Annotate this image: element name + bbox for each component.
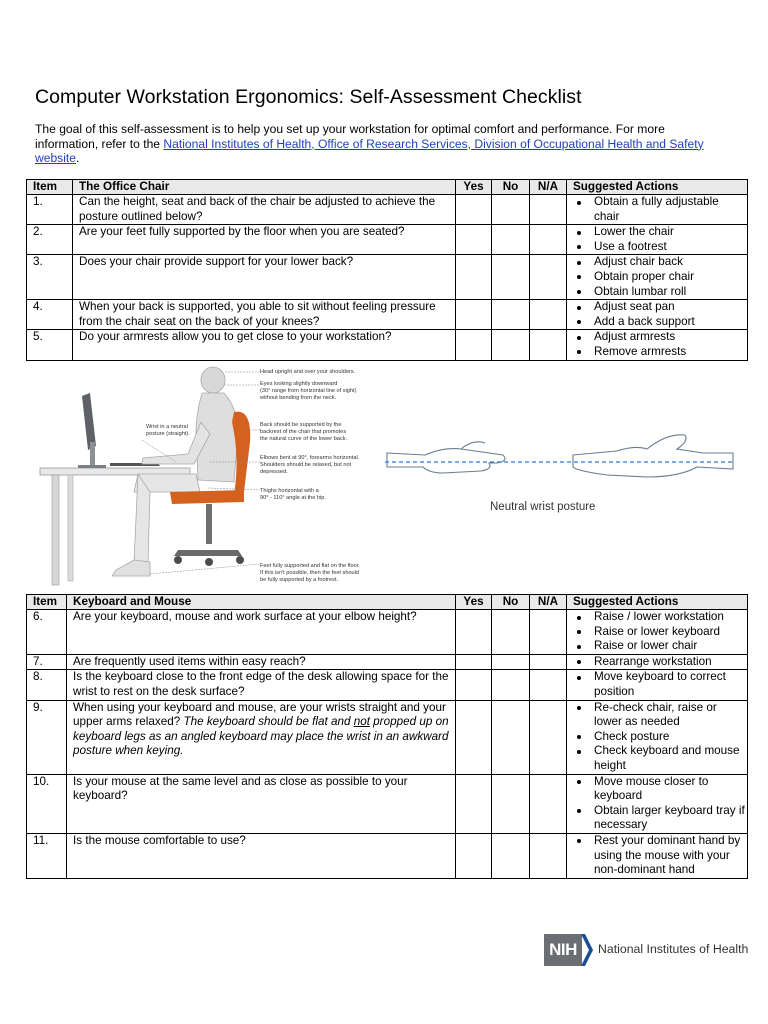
table-row	[27, 225, 748, 255]
item-number: 2.	[27, 225, 73, 255]
right-hand-outline	[573, 435, 733, 477]
suggested-actions	[567, 300, 748, 330]
suggested-actions	[567, 225, 748, 255]
na-checkbox-cell[interactable]	[530, 330, 567, 360]
question: Is the keyboard close to the front edge of the desk allowing space for the wrist to rest on the desk surface?	[67, 670, 456, 700]
question-note: The keyboard should be flat and not propped up on keyboard legs as an angled keyboard may place the wrist in an awkward posture when keying.	[73, 715, 449, 758]
col-suggested-actions: Suggested Actions	[567, 595, 748, 610]
item-number: 7.	[27, 654, 67, 670]
question-text: When using your keyboard and mouse, are your wrists straight and your upper arms relaxed?	[73, 700, 446, 729]
annotation-wrist: Wrist in a neutral posture (straight).	[146, 424, 190, 437]
table-row	[27, 255, 748, 300]
page-title: Computer Workstation Ergonomics: Self-Assessment Checklist	[35, 86, 582, 108]
na-checkbox-cell[interactable]	[530, 300, 567, 330]
col-yes: Yes	[456, 595, 492, 610]
action-item: Lower the chair	[573, 225, 747, 240]
suggested-actions	[567, 255, 748, 300]
action-item: Move mouse closer to keyboard	[573, 775, 747, 804]
question: Are your keyboard, mouse and work surface at your elbow height?	[67, 610, 456, 655]
item-number: 5.	[27, 330, 73, 360]
action-item: Adjust chair back	[573, 255, 747, 270]
yes-checkbox-cell[interactable]	[456, 774, 492, 833]
table-row	[27, 670, 748, 700]
action-item: Raise or lower keyboard	[573, 625, 747, 640]
table-row	[27, 610, 748, 655]
na-checkbox-cell[interactable]	[530, 225, 567, 255]
col-no: No	[492, 595, 530, 610]
question: Does your chair provide support for your lower back?	[73, 255, 456, 300]
question: Are your feet fully supported by the floor when you are seated?	[73, 225, 456, 255]
action-item: Obtain a fully adjustable chair	[573, 195, 747, 224]
item-number: 10.	[27, 774, 67, 833]
na-checkbox-cell[interactable]	[530, 774, 567, 833]
col-yes: Yes	[456, 180, 492, 195]
suggested-actions	[567, 700, 748, 774]
item-number: 3.	[27, 255, 73, 300]
table-row	[27, 833, 748, 878]
yes-checkbox-cell[interactable]	[456, 700, 492, 774]
action-item: Raise / lower workstation	[573, 610, 747, 625]
suggested-actions	[567, 833, 748, 878]
na-checkbox-cell[interactable]	[530, 700, 567, 774]
na-checkbox-cell[interactable]	[530, 833, 567, 878]
no-checkbox-cell[interactable]	[492, 670, 530, 700]
annotation-feet: Feet fully supported and flat on the floor. If this isn't possible, then the feet should be fully supported by a footrest.	[260, 563, 360, 583]
wrist-caption: Neutral wrist posture	[490, 501, 596, 513]
annotation-head: Head upright and over your shoulders.	[260, 369, 356, 375]
na-checkbox-cell[interactable]	[530, 255, 567, 300]
item-number: 9.	[27, 700, 67, 774]
item-number: 11.	[27, 833, 67, 878]
col-suggested-actions: Suggested Actions	[567, 180, 748, 195]
yes-checkbox-cell[interactable]	[456, 195, 492, 225]
yes-checkbox-cell[interactable]	[456, 670, 492, 700]
office-chair-table	[26, 179, 748, 361]
col-keyboard-mouse: Keyboard and Mouse	[67, 595, 456, 610]
col-na: N/A	[530, 180, 567, 195]
col-na: N/A	[530, 595, 567, 610]
left-hand-outline	[387, 442, 505, 473]
annotation-thighs: Thighs horizontal with a 90° - 110° angle at the hip.	[260, 488, 326, 501]
neutral-wrist-figure	[385, 425, 735, 520]
nih-logo-box: NIH	[544, 934, 582, 966]
intro-text: The goal of this self-assessment is to help you set up your workstation for optimal comfort and performance. For more information, refer to the	[35, 122, 665, 151]
no-checkbox-cell[interactable]	[492, 833, 530, 878]
na-checkbox-cell[interactable]	[530, 670, 567, 700]
question	[67, 700, 456, 774]
item-number: 6.	[27, 610, 67, 655]
action-item: Raise or lower chair	[573, 639, 747, 654]
no-checkbox-cell[interactable]	[492, 330, 530, 360]
yes-checkbox-cell[interactable]	[456, 654, 492, 670]
action-item: Use a footrest	[573, 240, 747, 255]
monitor	[78, 393, 106, 468]
yes-checkbox-cell[interactable]	[456, 330, 492, 360]
action-item: Adjust seat pan	[573, 300, 747, 315]
no-checkbox-cell[interactable]	[492, 774, 530, 833]
question: Is the mouse comfortable to use?	[67, 833, 456, 878]
yes-checkbox-cell[interactable]	[456, 610, 492, 655]
action-item: Re-check chair, raise or lower as needed	[573, 701, 747, 730]
nih-logo-arrow	[581, 934, 593, 966]
action-item: Rearrange workstation	[573, 655, 747, 670]
col-item: Item	[27, 180, 73, 195]
na-checkbox-cell[interactable]	[530, 610, 567, 655]
no-checkbox-cell[interactable]	[492, 654, 530, 670]
suggested-actions	[567, 195, 748, 225]
no-checkbox-cell[interactable]	[492, 195, 530, 225]
action-item: Add a back support	[573, 315, 747, 330]
item-number: 4.	[27, 300, 73, 330]
col-item: Item	[27, 595, 67, 610]
yes-checkbox-cell[interactable]	[456, 833, 492, 878]
suggested-actions	[567, 654, 748, 670]
workstation-posture-figure	[38, 362, 370, 590]
table-header-row	[27, 180, 748, 195]
intro-period: .	[76, 151, 80, 166]
na-checkbox-cell[interactable]	[530, 654, 567, 670]
item-number: 1.	[27, 195, 73, 225]
question: When your back is supported, you able to sit without feeling pressure from the chair seat on the back of your knees?	[73, 300, 456, 330]
nih-logo	[544, 934, 754, 966]
action-item: Obtain larger keyboard tray if necessary	[573, 804, 747, 833]
annotation-eyes: Eyes looking slightly downward (30° range from horizontal line of sight) without bending from the neck.	[260, 381, 357, 401]
no-checkbox-cell[interactable]	[492, 700, 530, 774]
col-office-chair: The Office Chair	[73, 180, 456, 195]
action-item: Check posture	[573, 730, 747, 745]
no-checkbox-cell[interactable]	[492, 610, 530, 655]
annotation-back: Back should be supported by the backrest of the chair that promotes the natural curve of the lower back.	[260, 422, 348, 442]
table-row	[27, 654, 748, 670]
action-item: Rest your dominant hand by using the mouse with your non-dominant hand	[573, 834, 747, 878]
action-item: Obtain lumbar roll	[573, 285, 747, 300]
action-item: Check keyboard and mouse height	[573, 744, 747, 773]
yes-checkbox-cell[interactable]	[456, 300, 492, 330]
suggested-actions	[567, 610, 748, 655]
no-checkbox-cell[interactable]	[492, 225, 530, 255]
action-item: Obtain proper chair	[573, 270, 747, 285]
no-checkbox-cell[interactable]	[492, 255, 530, 300]
suggested-actions	[567, 330, 748, 360]
annotation-elbows: Elbows bent at 90°, forearms horizontal. Shoulders should be relaxed, but not depressed.	[260, 455, 360, 475]
keyboard-mouse-rows	[27, 610, 748, 879]
suggested-actions	[567, 670, 748, 700]
table-row	[27, 774, 748, 833]
suggested-actions	[567, 774, 748, 833]
na-checkbox-cell[interactable]	[530, 195, 567, 225]
keyboard-mouse-table	[26, 594, 748, 879]
intro-paragraph	[35, 122, 725, 166]
col-no: No	[492, 180, 530, 195]
item-number: 8.	[27, 670, 67, 700]
yes-checkbox-cell[interactable]	[456, 225, 492, 255]
action-item: Move keyboard to correct position	[573, 670, 747, 699]
table-row	[27, 195, 748, 225]
table-row	[27, 300, 748, 330]
yes-checkbox-cell[interactable]	[456, 255, 492, 300]
question: Can the height, seat and back of the chair be adjusted to achieve the posture outlined below?	[73, 195, 456, 225]
question: Do your armrests allow you to get close to your workstation?	[73, 330, 456, 360]
question: Are frequently used items within easy reach?	[67, 654, 456, 670]
question: Is your mouse at the same level and as close as possible to your keyboard?	[67, 774, 456, 833]
table-header-row	[27, 595, 748, 610]
office-chair-rows	[27, 195, 748, 361]
ors-website-link[interactable]: National Institutes of Health, Office of Research Services, Division of Occupational Health and Safety website	[35, 136, 704, 166]
no-checkbox-cell[interactable]	[492, 300, 530, 330]
action-item: Remove armrests	[573, 345, 747, 360]
table-row	[27, 700, 748, 774]
nih-logo-name: National Institutes of Health	[598, 942, 749, 956]
table-row	[27, 330, 748, 360]
action-item: Adjust armrests	[573, 330, 747, 345]
